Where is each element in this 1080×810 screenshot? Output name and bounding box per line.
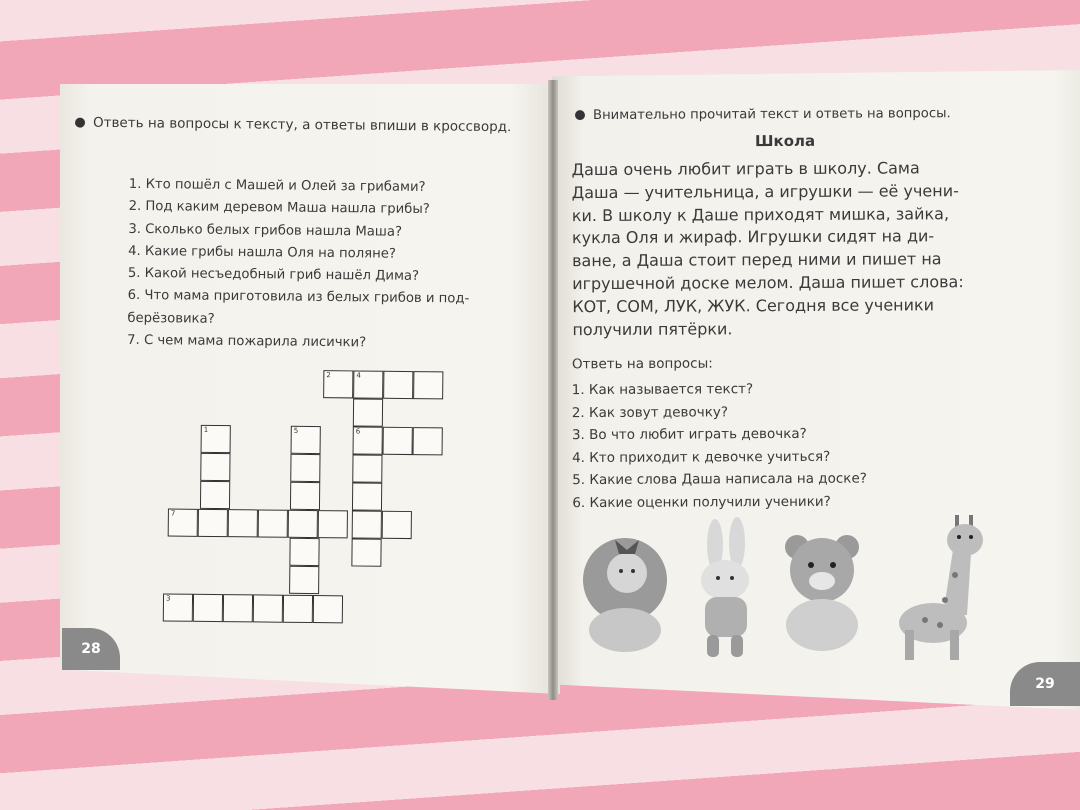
right-question: 5. Какие слова Даша написала на доске?: [572, 470, 867, 489]
left-question: 7. С чем мама пожарила лисички?: [127, 332, 367, 351]
right-question-list: [572, 377, 993, 514]
toys-illustration: [575, 505, 995, 665]
bullet-icon: [75, 118, 85, 128]
crossword-cell[interactable]: [228, 509, 258, 537]
right-question: 6. Какие оценки получили ученики?: [572, 493, 831, 511]
crossword-cell[interactable]: [193, 594, 223, 622]
cell-number: 5: [293, 426, 299, 435]
crossword-cell[interactable]: [413, 427, 443, 455]
crossword-cell[interactable]: [352, 454, 382, 482]
cell-number: 6: [355, 427, 361, 436]
crossword-cell[interactable]: [353, 398, 383, 426]
right-question: 2. Как зовут девочку?: [571, 403, 729, 421]
story-line: Даша очень любит играть в школу. Сама: [571, 158, 920, 180]
left-instruction-text: Ответь на вопросы к тексту, а ответы впиши в кроссворд.: [92, 114, 512, 136]
story-line: кукла Оля и жираф. Игрушки сидят на ди-: [571, 226, 935, 248]
cell-number: 1: [203, 425, 209, 434]
crossword-cell[interactable]: [283, 595, 313, 623]
crossword-cell[interactable]: [291, 426, 321, 454]
crossword-cell[interactable]: [352, 510, 382, 538]
cell-number: 2: [326, 371, 331, 380]
cell-number: 4: [356, 371, 361, 380]
bullet-icon: [575, 110, 585, 120]
crossword-cell[interactable]: [313, 595, 343, 623]
story-text: [572, 157, 1018, 342]
left-question: 4. Какие грибы нашла Оля на поляне?: [128, 243, 396, 262]
crossword-cell[interactable]: [289, 538, 319, 566]
book-gutter: [548, 80, 558, 700]
crossword-cell[interactable]: [323, 370, 353, 398]
left-question: 1. Кто пошёл с Машей и Олей за грибами?: [128, 176, 426, 195]
crossword-cell[interactable]: [201, 425, 231, 453]
left-instruction: [75, 111, 535, 140]
crossword-cell[interactable]: [198, 509, 228, 537]
crossword-cell[interactable]: [223, 594, 253, 622]
story-line: ване, а Даша стоит перед ними и пишет на: [572, 249, 942, 271]
right-instruction-text: Внимательно прочитай текст и ответь на вопросы.: [592, 106, 951, 124]
crossword-cell[interactable]: [318, 510, 348, 538]
crossword-cell[interactable]: [413, 371, 443, 399]
right-question: 3. Во что любит играть девочка?: [571, 425, 807, 444]
crossword-cell[interactable]: [288, 510, 318, 538]
crossword-cell[interactable]: [352, 482, 382, 510]
crossword-cell[interactable]: [289, 566, 319, 594]
crossword-cell[interactable]: [290, 454, 320, 482]
bear-illustration: [785, 535, 859, 651]
crossword-cell[interactable]: [382, 511, 412, 539]
crossword-cell[interactable]: [353, 426, 383, 454]
crossword-cell[interactable]: [353, 370, 383, 398]
crossword-cell[interactable]: [200, 453, 230, 481]
crossword-cell[interactable]: [200, 481, 230, 509]
crossword-cell[interactable]: [168, 509, 198, 537]
story-title: Школа: [754, 131, 816, 151]
page-number-left: 28: [62, 628, 120, 670]
story-line: Даша — учительница, а игрушки — её учени-: [571, 180, 959, 202]
left-question-list: [127, 174, 539, 357]
story-line: игрушечной доске мелом. Даша пишет слова:: [572, 272, 964, 294]
doll-illustration: [583, 538, 667, 652]
cell-number: 3: [165, 594, 171, 603]
story-line: получили пятёрки.: [572, 318, 733, 339]
crossword-cell[interactable]: [163, 593, 193, 621]
story-line: ки. В школу к Даше приходят мишка, зайка,: [571, 203, 950, 225]
right-question: 4. Кто приходит к девочке учиться?: [572, 448, 831, 466]
questions-header: Ответь на вопросы:: [571, 355, 713, 373]
crossword-cell[interactable]: [383, 427, 413, 455]
crossword-cell[interactable]: [253, 594, 283, 622]
cell-number: 7: [170, 509, 176, 518]
story-line: КОТ, СОМ, ЛУК, ЖУК. Сегодня все ученики: [572, 295, 935, 316]
page-number-right: 29: [1010, 662, 1080, 706]
right-question: 1. Как называется текст?: [571, 381, 754, 399]
giraffe-illustration: [899, 515, 983, 660]
left-question: 2. Под каким деревом Маша нашла грибы?: [128, 199, 430, 218]
left-question: берёзовика?: [127, 310, 215, 327]
right-instruction: [575, 102, 1015, 128]
bunny-illustration: [701, 517, 749, 657]
left-question: 5. Какой несъедобный гриб нашёл Дима?: [127, 266, 420, 285]
left-question: 3. Сколько белых грибов нашла Маша?: [128, 221, 403, 240]
crossword-cell[interactable]: [351, 538, 381, 566]
left-question: 6. Что мама приготовила из белых грибов и под-: [127, 288, 470, 307]
crossword-cell[interactable]: [258, 509, 288, 537]
crossword-grid: [159, 363, 462, 646]
crossword-cell[interactable]: [383, 371, 413, 399]
crossword-cell[interactable]: [290, 482, 320, 510]
